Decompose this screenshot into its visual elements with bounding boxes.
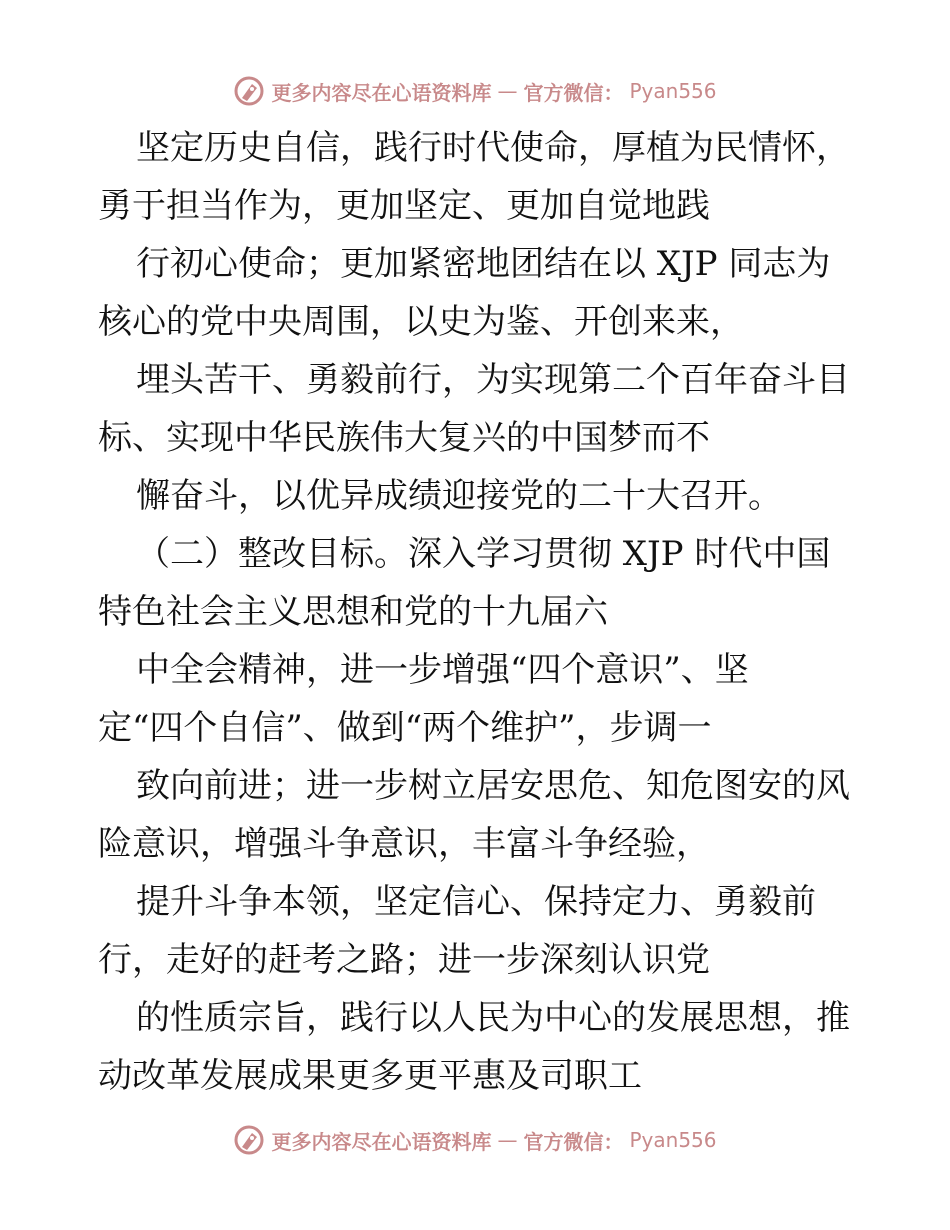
watermark-account: Pyan556	[629, 1128, 717, 1152]
watermark-brand: 更多内容尽在心语资料库	[271, 80, 492, 105]
text-line: 的性质宗旨，践行以人民为中心的发展思想，推	[136, 998, 850, 1038]
text-line: 险意识，增强斗争意识，丰富斗争经验，	[98, 824, 710, 864]
text-line: 提升斗争本领，坚定信心、保持定力、勇毅前	[136, 882, 816, 922]
text-line: 勇于担当作为，更加坚定、更加自觉地践	[98, 186, 710, 226]
watermark-separator: —	[497, 1128, 518, 1152]
text-line: 行，走好的赶考之路；进一步深刻认识党	[98, 940, 710, 980]
text-line: 标、实现中华民族伟大复兴的中国梦而不	[98, 418, 710, 458]
text-line: 致向前进；进一步树立居安思危、知危图安的风	[136, 766, 850, 806]
text-line: 行初心使命；更加紧密地团结在以 XJP 同志为	[136, 244, 831, 284]
text-line: 埋头苦干、勇毅前行，为实现第二个百年奋斗目	[136, 360, 850, 400]
text-line: 坚定历史自信，践行时代使命，厚植为民情怀，	[136, 128, 850, 168]
text-line: 中全会精神，进一步增强“四个意识”、坚	[136, 650, 749, 690]
watermark-account: Pyan556	[629, 79, 717, 103]
footer-watermark	[0, 1120, 950, 1160]
text-line: 特色社会主义思想和党的十九届六	[98, 592, 608, 632]
watermark-separator: —	[497, 79, 518, 103]
text-line: 懈奋斗，以优异成绩迎接党的二十大召开。	[136, 476, 782, 516]
text-line: 动改革发展成果更多更平惠及司职工	[98, 1056, 642, 1096]
header-watermark	[0, 71, 950, 111]
watermark-brand: 更多内容尽在心语资料库	[271, 1129, 492, 1154]
text-line: 定“四个自信”、做到“两个维护”，步调一	[98, 708, 712, 748]
watermark-label: 官方微信：	[523, 1129, 624, 1154]
watermark-label: 官方微信：	[523, 80, 624, 105]
pen-nib-circle-icon	[233, 75, 265, 107]
pen-nib-circle-icon	[233, 1124, 265, 1156]
text-line: （二）整改目标。深入学习贯彻 XJP 时代中国	[136, 534, 831, 574]
text-line: 核心的党中央周围，以史为鉴、开创来来，	[98, 302, 744, 342]
